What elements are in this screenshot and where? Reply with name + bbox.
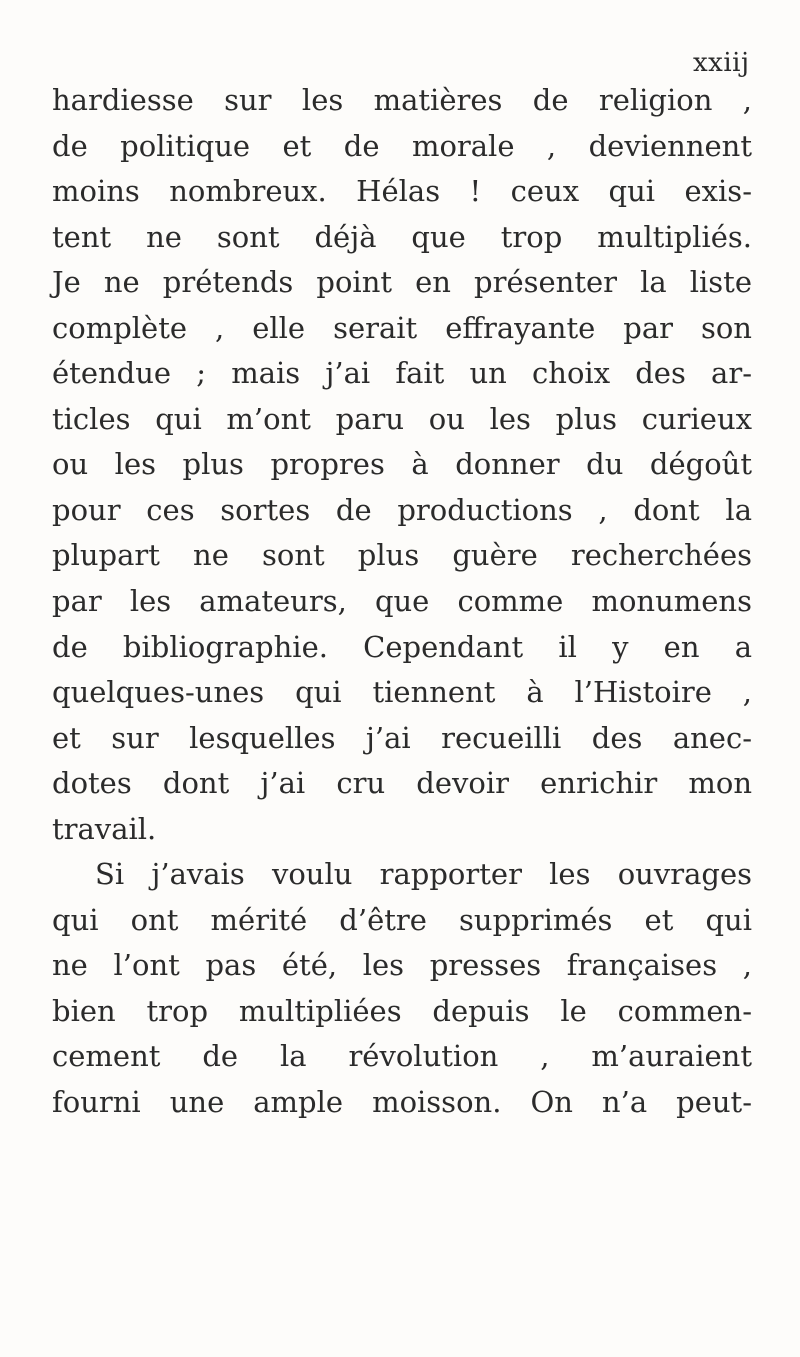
text-line: de politique et de morale , deviennent <box>52 128 752 163</box>
text-line: de bibliographie. Cependant il y en a <box>52 629 752 664</box>
text-line: complète , elle serait effrayante par son <box>52 310 752 345</box>
text-line: cement de la révolution , m’auraient <box>52 1039 752 1074</box>
text-line: quelques-unes qui tiennent à l’Histoire , <box>52 675 752 710</box>
paragraph-end-line: travail. <box>52 811 157 846</box>
text-line: plupart ne sont plus guère recherchées <box>52 538 752 573</box>
text-line: fourni une ample moisson. On n’a peut- <box>52 1085 752 1120</box>
text-line: par les amateurs, que comme monumens <box>52 584 752 619</box>
text-line: pour ces sortes de productions , dont la <box>52 492 752 527</box>
body-text <box>52 78 752 1126</box>
text-line: moins nombreux. Hélas ! ceux qui exis- <box>52 174 752 209</box>
text-line: étendue ; mais j’ai fait un choix des ar- <box>52 356 752 391</box>
text-line: ticles qui m’ont paru ou les plus curieux <box>52 401 752 436</box>
text-line: ou les plus propres à donner du dégoût <box>52 447 752 482</box>
text-line: Je ne prétends point en présenter la liste <box>52 265 752 300</box>
text-line: qui ont mérité d’être supprimés et qui <box>52 902 752 937</box>
paragraph-start-line: Si j’avais voulu rapporter les ouvrages <box>95 857 752 892</box>
page-number: xxiij <box>693 48 750 78</box>
text-line: bien trop multipliées depuis le commen- <box>52 993 752 1028</box>
text-line: dotes dont j’ai cru devoir enrichir mon <box>52 766 752 801</box>
text-line: ne l’ont pas été, les presses françaises , <box>52 948 752 983</box>
text-line: et sur lesquelles j’ai recueilli des anec- <box>52 720 752 755</box>
text-line: tent ne sont déjà que trop multipliés. <box>52 219 752 254</box>
text-line: hardiesse sur les matières de religion , <box>52 83 752 117</box>
